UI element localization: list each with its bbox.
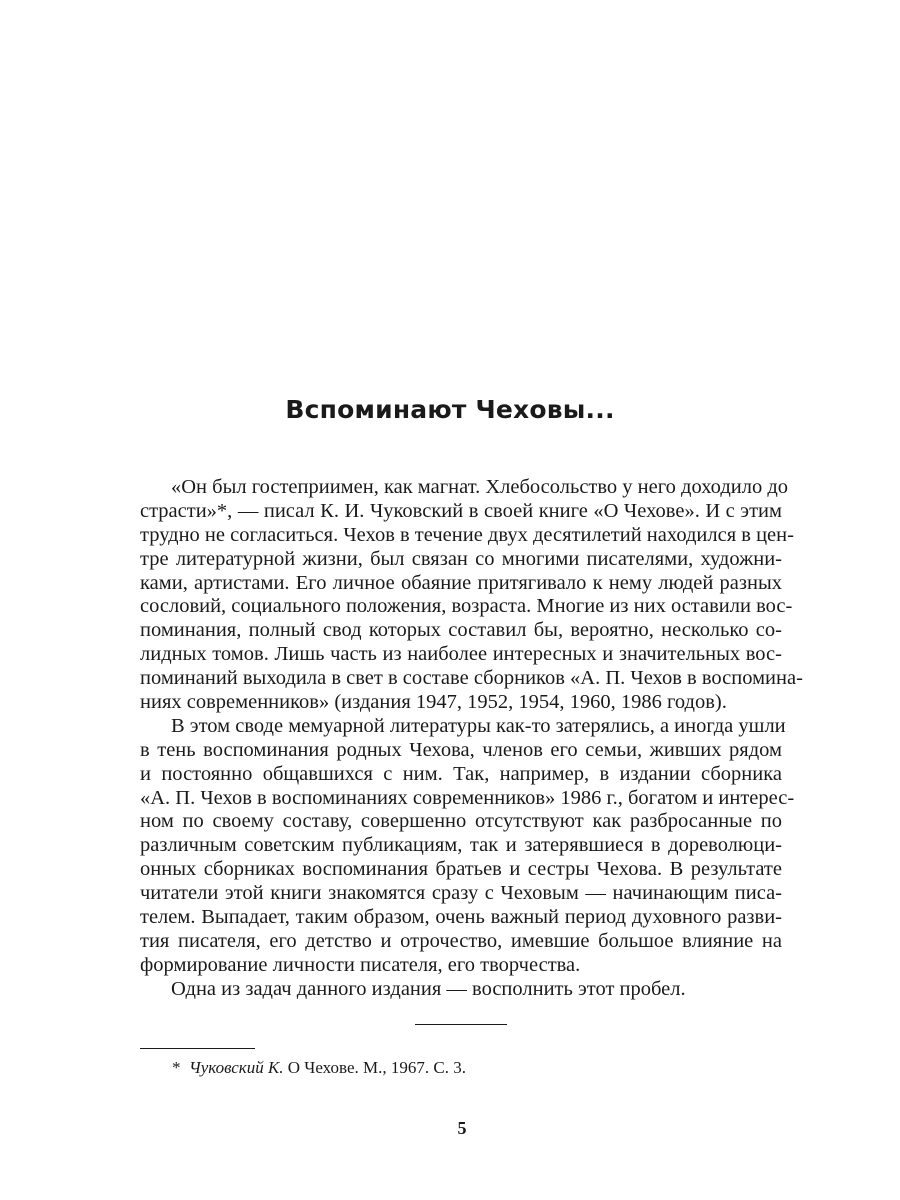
paragraph-line: трудно не согласиться. Чехов в течение двух десятилетий находился в цен- [140,523,794,546]
paragraph-line: ниях современников» (издания 1947, 1952, 1954, 1960, 1986 годов). [140,691,727,714]
paragraph-line: В этом своде мемуарной литературы как-то затерялись, а иногда ушли [171,714,786,737]
chapter-title: Вспоминают Чеховы... [285,395,615,424]
paragraph-line: «Он был гостеприимен, как магнат. Хлебосольство у него доходило до [171,476,789,498]
body-text [140,476,803,1002]
section-end-rule [415,1024,507,1025]
paragraph-line: поминания, полный свод которых составил бы, вероятно, несколько со- [140,619,782,642]
paragraph-line: «А. П. Чехов в воспоминаниях современников» 1986 г., богатом и интерес- [140,786,795,809]
footnote-author: Чуковский К. [189,1058,284,1077]
page-number: 5 [457,1118,467,1138]
paragraph-line: в тень воспоминания родных Чехова, членов его семьи, живших рядом [140,738,782,761]
paragraph-line: ками, артистами. Его личное обаяние притягивало к нему людей разных [140,571,782,594]
paragraph-line: ном по своему составу, совершенно отсутствуют как разбросанные по [140,810,782,833]
paragraph-line: различным советским публикациям, так и затерявшиеся в дореволюци- [140,834,782,857]
paragraph-line: телем. Выпадает, таким образом, очень важный период духовного разви- [140,906,782,929]
footnote-marker: * [172,1058,181,1077]
paragraph-line: и постоянно общавшихся с ним. Так, например, в издании сборника [140,762,782,785]
paragraph-line: формирование личности писателя, его творчества. [140,953,581,976]
paragraph-line: тия писателя, его детство и отрочество, имевшие большое влияние на [140,929,782,952]
footnote-separator [140,1048,255,1049]
footnote [172,1057,466,1079]
paragraph-line: страсти»*, — писал К. И. Чуковский в своей книге «О Чехове». И с этим [140,499,782,522]
paragraph-line: тре литературной жизни, был связан со многими писателями, художни- [140,547,782,570]
paragraph-line: онных сборниках воспоминания братьев и сестры Чехова. В результате [140,858,782,881]
paragraph-line: лидных томов. Лишь часть из наиболее интересных и значительных вос- [140,643,782,666]
paragraph-line: читатели этой книги знакомятся сразу с Чеховым — начинающим писа- [140,882,782,905]
paragraph-line: Одна из задач данного издания — восполнить этот пробел. [171,977,686,1000]
footnote-text: О Чехове. М., 1967. С. 3. [287,1058,466,1077]
paragraph-line: поминаний выходила в свет в составе сборников «А. П. Чехов в воспомина- [140,667,803,690]
paragraph-line: сословий, социального положения, возраста. Многие из них оставили вос- [140,595,793,618]
